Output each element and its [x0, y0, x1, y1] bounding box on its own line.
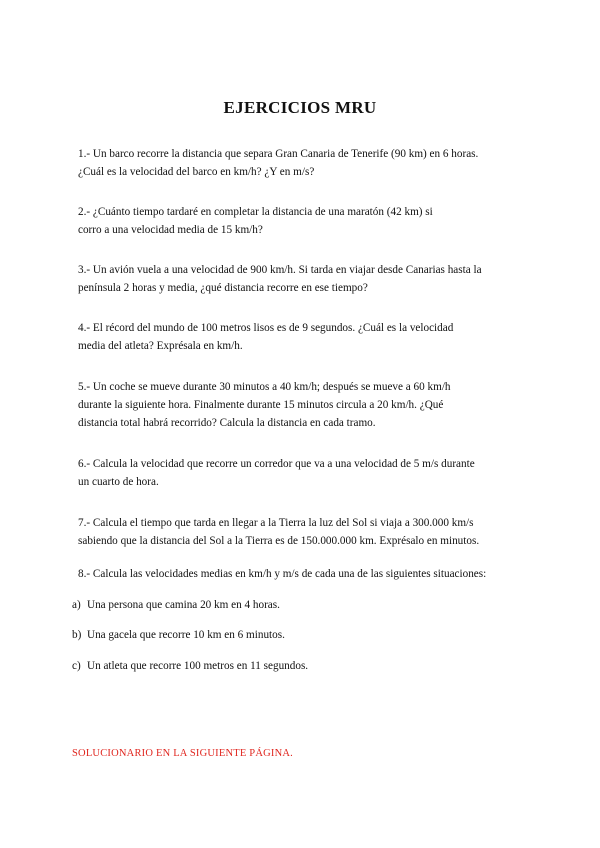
list-marker: b) — [72, 629, 82, 641]
exercise-line: 1.- Un barco recorre la distancia que separa Gran Canaria de Tenerife (90 km) en 6 horas. — [78, 148, 479, 160]
exercise-1 — [78, 145, 538, 181]
exercise-5 — [78, 378, 538, 432]
exercise-3 — [78, 261, 538, 297]
exercise-line: distancia total habrá recorrido? Calcula la distancia en cada tramo. — [78, 417, 376, 429]
subitem-a — [72, 596, 280, 614]
exercise-line: 5.- Un coche se mueve durante 30 minutos a 40 km/h; después se mueve a 60 km/h — [78, 381, 451, 393]
exercise-line: 3.- Un avión vuela a una velocidad de 900 km/h. Si tarda en viajar desde Canarias hasta la — [78, 264, 482, 276]
exercise-7 — [78, 514, 538, 550]
exercise-2 — [78, 203, 538, 239]
exercise-8 — [78, 565, 538, 583]
exercise-4 — [78, 319, 538, 355]
list-marker: c) — [72, 660, 81, 672]
exercise-line: corro a una velocidad media de 15 km/h? — [78, 224, 263, 236]
exercise-line: 8.- Calcula las velocidades medias en km/h y m/s de cada una de las siguientes situaciones: — [78, 568, 487, 580]
exercise-line: media del atleta? Exprésala en km/h. — [78, 340, 243, 352]
exercise-line: 2.- ¿Cuánto tiempo tardaré en completar la distancia de una maratón (42 km) si — [78, 206, 433, 218]
exercise-line: 6.- Calcula la velocidad que recorre un corredor que va a una velocidad de 5 m/s durante — [78, 458, 475, 470]
exercise-line: sabiendo que la distancia del Sol a la Tierra es de 150.000.000 km. Exprésalo en minutos. — [78, 535, 480, 547]
exercise-line: durante la siguiente hora. Finalmente durante 15 minutos circula a 20 km/h. ¿Qué — [78, 399, 444, 411]
page-title: EJERCICIOS MRU — [223, 98, 377, 117]
subitem-text: Un atleta que recorre 100 metros en 11 segundos. — [87, 660, 309, 672]
exercise-line: península 2 horas y media, ¿qué distancia recorre en ese tiempo? — [78, 282, 368, 294]
exercise-line: un cuarto de hora. — [78, 476, 159, 488]
subitem-b — [72, 626, 285, 644]
exercise-line: 4.- El récord del mundo de 100 metros lisos es de 9 segundos. ¿Cuál es la velocidad — [78, 322, 454, 334]
exercise-line: ¿Cuál es la velocidad del barco en km/h? ¿Y en m/s? — [78, 166, 315, 178]
list-marker: a) — [72, 599, 81, 611]
exercise-line: 7.- Calcula el tiempo que tarda en llegar a la Tierra la luz del Sol si viaja a 300.000 km/s — [78, 517, 474, 529]
subitem-c — [72, 657, 308, 675]
exercise-6 — [78, 455, 538, 491]
subitem-text: Una gacela que recorre 10 km en 6 minutos. — [87, 629, 285, 641]
solutions-note: SOLUCIONARIO EN LA SIGUIENTE PÁGINA. — [72, 748, 293, 759]
subitem-text: Una persona que camina 20 km en 4 horas. — [87, 599, 280, 611]
